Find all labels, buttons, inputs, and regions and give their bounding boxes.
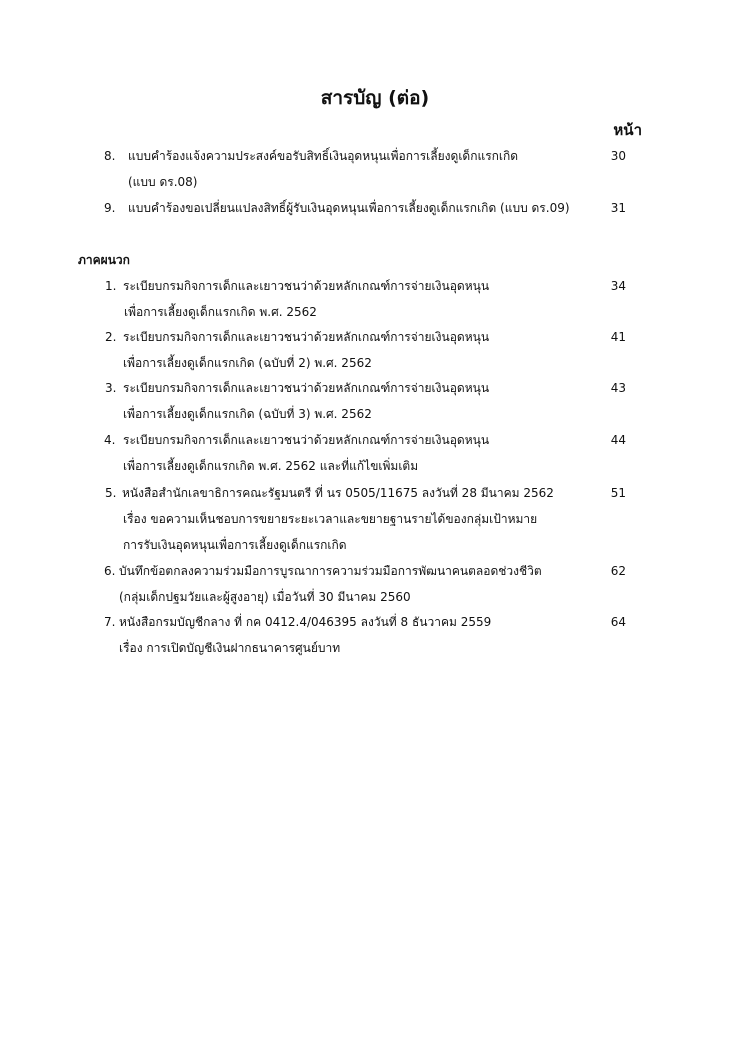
entry-page-number: 44 [610, 433, 626, 447]
entry-number: 3. [105, 381, 117, 395]
entry-number: 4. [104, 433, 116, 447]
entry-title-line: ระเบียบกรมกิจการเด็กและเยาวชนว่าด้วยหลักเกณฑ์การจ่ายเงินอุดหนุน [123, 330, 490, 344]
entry-title-line: การรับเงินอุดหนุนเพื่อการเลี้ยงดูเด็กแรกเกิด [123, 538, 347, 552]
entry-page-number: 43 [610, 381, 626, 395]
entry-title-line: เรื่อง ขอความเห็นชอบการขยายระยะเวลาและขยายฐานรายได้ของกลุ่มเป้าหมาย [123, 512, 538, 526]
entry-title-line: หนังสือสำนักเลขาธิการคณะรัฐมนตรี ที่ นร 0505/11675 ลงวันที่ 28 มีนาคม 2562 [122, 486, 554, 500]
page-column-header: หน้า [613, 121, 642, 139]
entry-page-number: 62 [610, 564, 626, 578]
entry-page-number: 51 [610, 486, 626, 500]
entry-title-line: เพื่อการเลี้ยงดูเด็กแรกเกิด (ฉบับที่ 3) พ.ศ. 2562 [123, 407, 372, 421]
entry-title-line: เพื่อการเลี้ยงดูเด็กแรกเกิด พ.ศ. 2562 และที่แก้ไขเพิ่มเติม [123, 459, 419, 473]
entry-title-line: ระเบียบกรมกิจการเด็กและเยาวชนว่าด้วยหลักเกณฑ์การจ่ายเงินอุดหนุน [123, 433, 490, 447]
entry-title-line: (กลุ่มเด็กปฐมวัยและผู้สูงอายุ) เมื่อวันที่ 30 มีนาคม 2560 [119, 590, 411, 604]
appendix-section-label: ภาคผนวก [78, 253, 130, 267]
toc-title: สารบัญ (ต่อ) [320, 87, 430, 109]
entry-title-line: หนังสือกรมบัญชีกลาง ที่ กค 0412.4/046395 ลงวันที่ 8 ธันวาคม 2559 [119, 615, 492, 629]
entry-title-line: เพื่อการเลี้ยงดูเด็กแรกเกิด พ.ศ. 2562 [124, 305, 317, 319]
entry-number: 2. [105, 330, 117, 344]
entry-title-line: บันทึกข้อตกลงความร่วมมือการบูรณาการความร่วมมือการพัฒนาคนตลอดช่วงชีวิต [119, 564, 542, 578]
entry-title-line: ระเบียบกรมกิจการเด็กและเยาวชนว่าด้วยหลักเกณฑ์การจ่ายเงินอุดหนุน [123, 381, 490, 395]
entry-page-number: 41 [610, 330, 626, 344]
entry-title-line: เพื่อการเลี้ยงดูเด็กแรกเกิด (ฉบับที่ 2) พ.ศ. 2562 [123, 356, 372, 370]
entry-number: 9. [104, 201, 116, 215]
entry-page-number: 34 [610, 279, 626, 293]
entry-number: 1. [105, 279, 117, 293]
entry-title-line: เรื่อง การเปิดบัญชีเงินฝากธนาคารศูนย์บาท [119, 641, 341, 655]
entry-page-number: 64 [610, 615, 626, 629]
entry-number: 5. [105, 486, 117, 500]
entry-title-line: แบบคำร้องขอเปลี่ยนแปลงสิทธิ์ผู้รับเงินอุดหนุนเพื่อการเลี้ยงดูเด็กแรกเกิด (แบบ ดร.09) [128, 201, 570, 215]
entry-title-line: (แบบ ดร.08) [128, 175, 198, 189]
entry-page-number: 30 [610, 149, 626, 163]
entry-title-line: ระเบียบกรมกิจการเด็กและเยาวชนว่าด้วยหลักเกณฑ์การจ่ายเงินอุดหนุน [123, 279, 490, 293]
entry-number: 7. [104, 615, 116, 629]
entry-number: 6. [104, 564, 116, 578]
entry-page-number: 31 [610, 201, 626, 215]
entry-title-line: แบบคำร้องแจ้งความประสงค์ขอรับสิทธิ์เงินอุดหนุนเพื่อการเลี้ยงดูเด็กแรกเกิด [128, 149, 519, 163]
entry-number: 8. [104, 149, 116, 163]
